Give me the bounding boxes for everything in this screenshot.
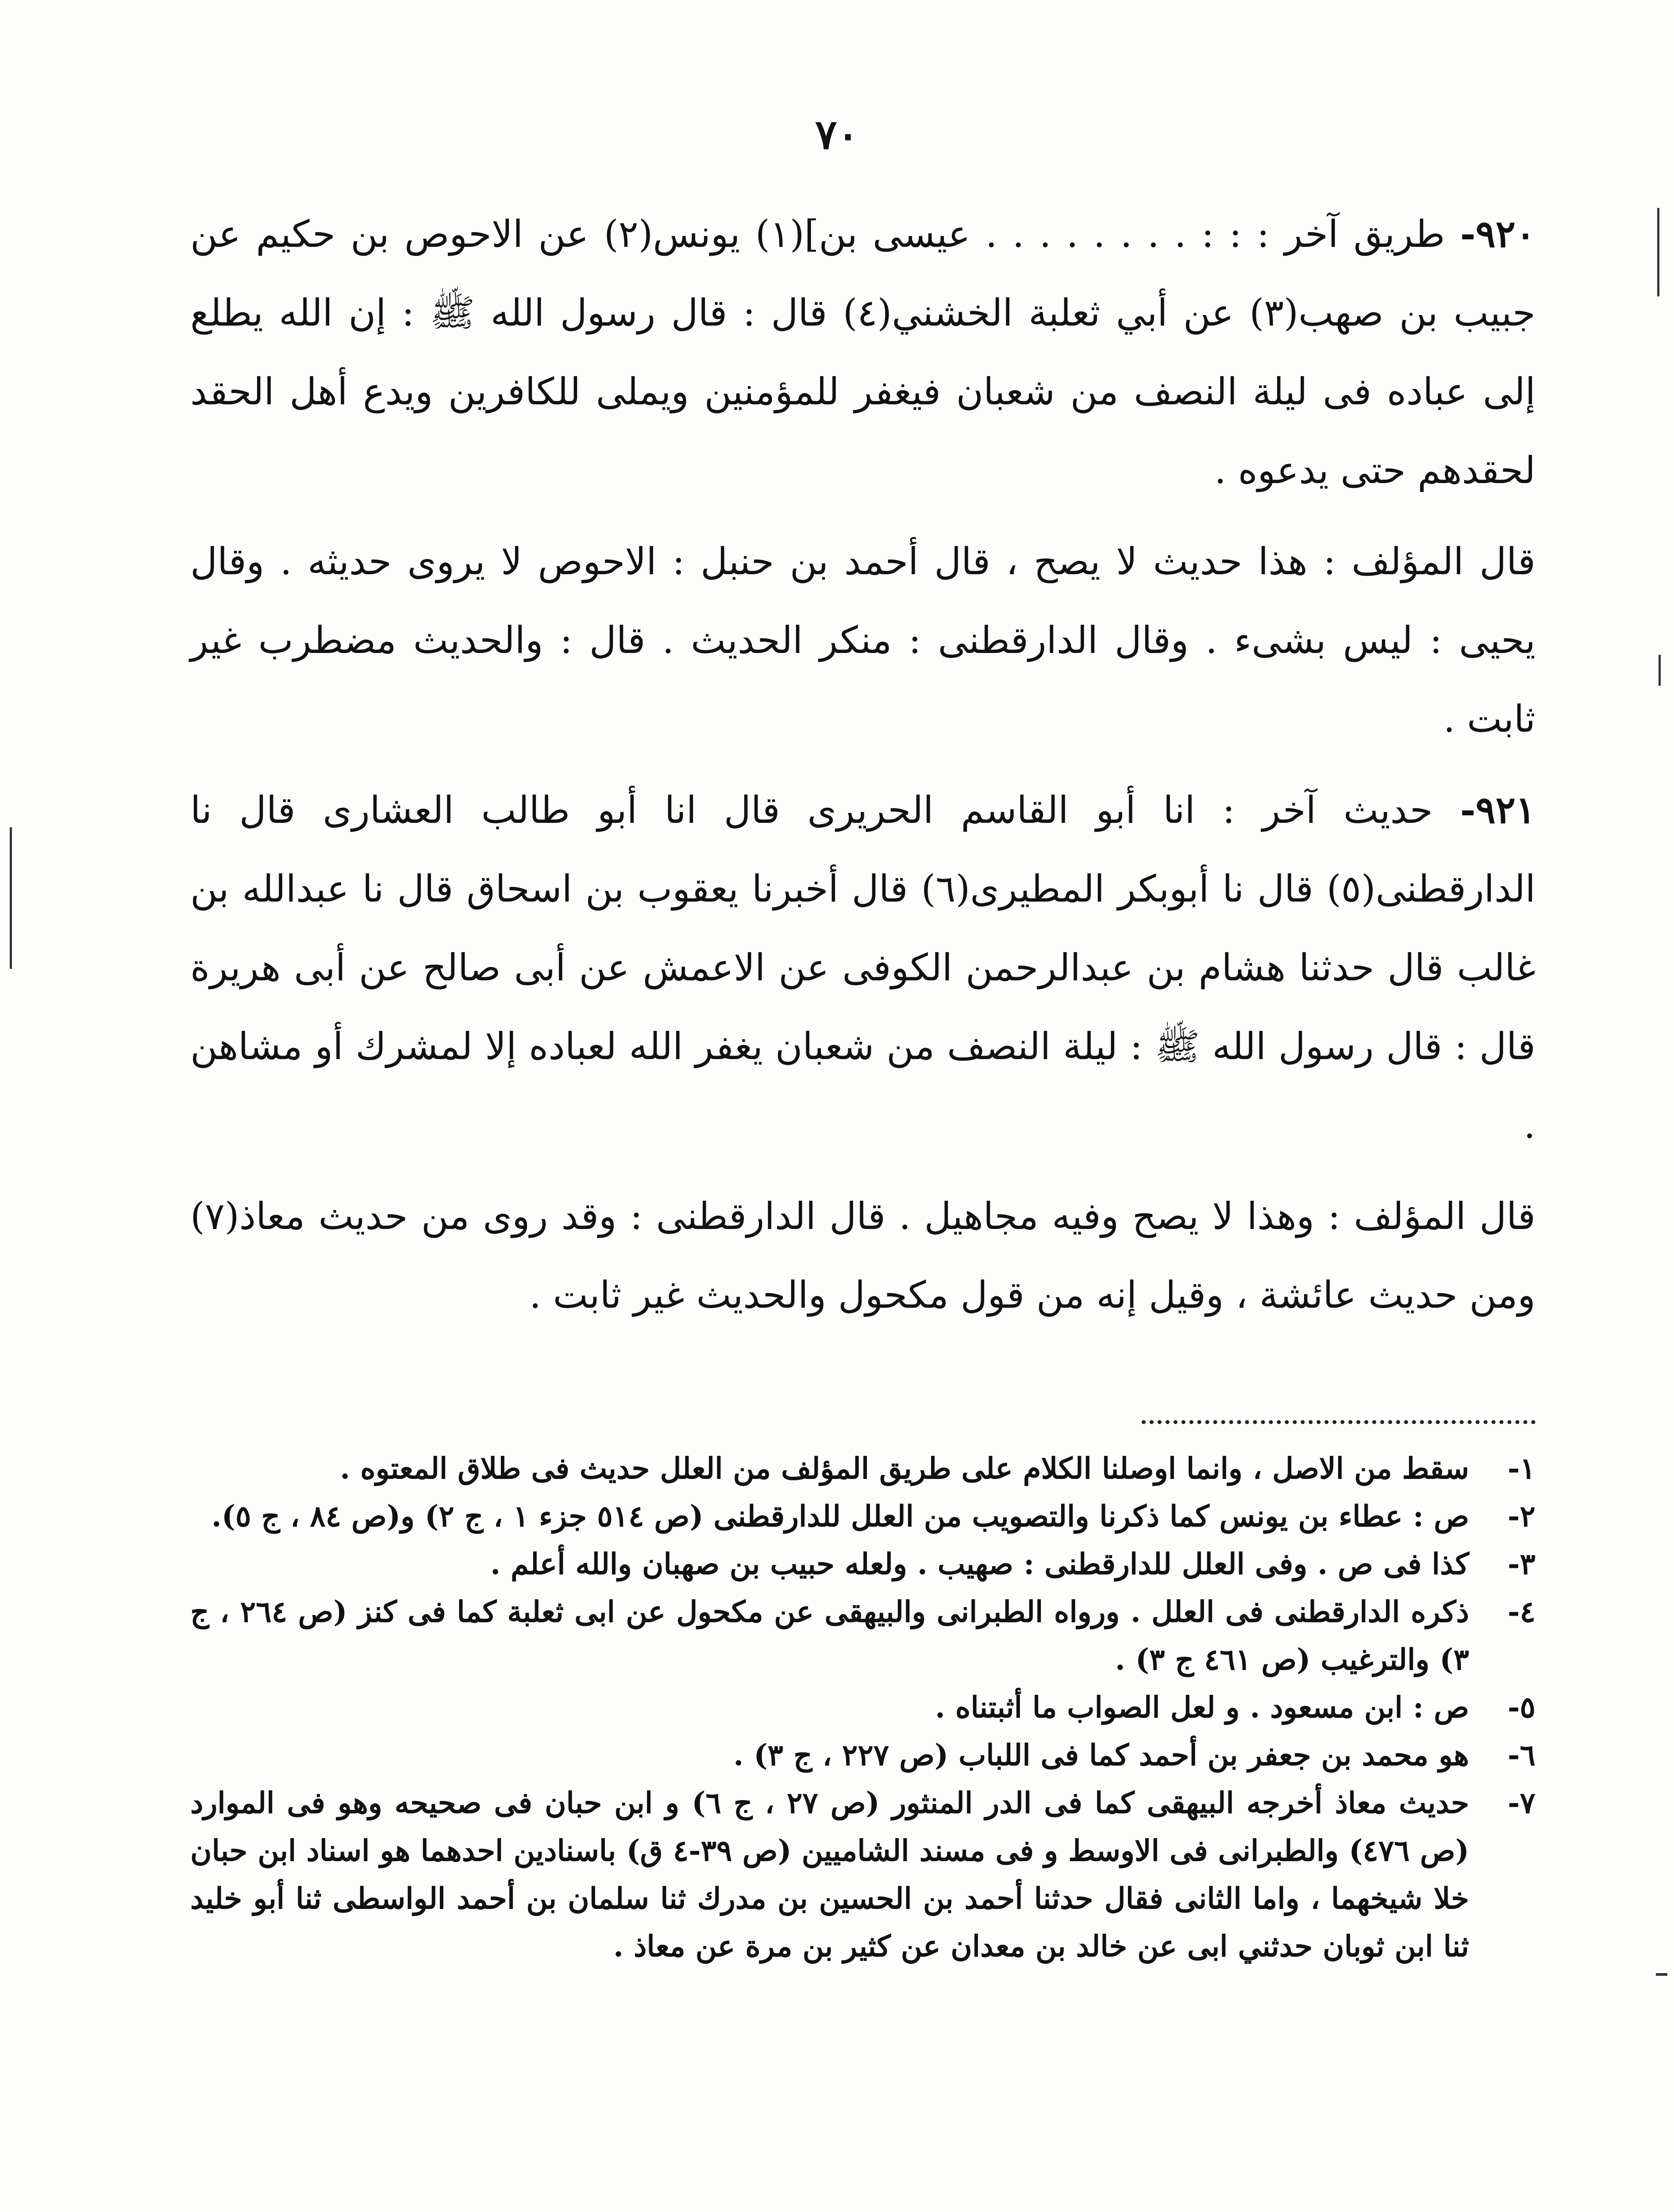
- page-number: ٧٠: [815, 111, 859, 158]
- footnote-text: ص : ابن مسعود . و لعل الصواب ما أثبتناه .: [935, 1690, 1469, 1724]
- paragraph-number: ٩٢٠-: [1460, 212, 1535, 256]
- footnote-2: [190, 1492, 1535, 1540]
- footnote-number: ٥-: [1508, 1690, 1535, 1724]
- paragraph-number: ٩٢١-: [1460, 788, 1535, 832]
- paragraph-921: [190, 771, 1535, 1164]
- footnote-text: كذا فى ص . وفى العلل للدارقطنى : صهيب . ولعله حبيب بن صهبان والله أعلم .: [490, 1547, 1469, 1581]
- margin-mark-top: [1657, 208, 1659, 296]
- footnote-number: ٣-: [1508, 1547, 1535, 1581]
- footnotes: [190, 1444, 1535, 1970]
- main-text: [190, 195, 1535, 1347]
- footnote-7: [190, 1779, 1535, 1970]
- paragraph-text: حديث آخر : انا أبو القاسم الحريرى قال انا أبو طالب العشارى قال نا الدارقطنى(٥) قال نا أبوبكر المطيرى(٦) قال أخبرنا يعقوب بن اسحاق قال نا عبدالله بن غالب قال حدثنا هشام بن عبدالرحمن الكوفى عن الاعمش عن أبى صالح عن أبى هريرة قال : قال رسول الله ﷺ : ليلة النصف من شعبان يغفر الله لعباده إلا لمشرك أو مشاهن .: [190, 788, 1535, 1147]
- paragraph-text: طريق آخر : : : . . . . . . . . عيسى بن](١) يونس(٢) عن الاحوص بن حكيم عن جبيب بن صهب(٣) عن أبي ثعلبة الخشني(٤) قال : قال رسول الله ﷺ : إن الله يطلع إلى عباده فى ليلة النصف من شعبان فيغفر للمؤمنين ويملى للكافرين ويدع أهل الحقد لحقدهم حتى يدعوه .: [190, 212, 1535, 492]
- footnote-number: ٧-: [1508, 1786, 1535, 1820]
- margin-mark-bottom: [1656, 1973, 1667, 1976]
- margin-mark-right: [1659, 655, 1661, 686]
- footnote-number: ٤-: [1508, 1594, 1535, 1629]
- paragraph-author-comment-2: [190, 1177, 1535, 1334]
- footnote-separator: [1142, 1420, 1535, 1424]
- footnote-number: ٢-: [1508, 1499, 1535, 1533]
- paragraph-920: [190, 195, 1535, 510]
- footnote-number: ٦-: [1508, 1738, 1535, 1772]
- footnote-text: هو محمد بن جعفر بن أحمد كما فى اللباب (ص ٢٢٧ ، ج ٣) .: [733, 1738, 1469, 1772]
- paragraph-text: قال المؤلف : وهذا لا يصح وفيه مجاهيل . قال الدارقطنى : وقد روى من حديث معاذ(٧) ومن حديث عائشة ، وقيل إنه من قول مكحول والحديث غير ثابت .: [190, 1194, 1535, 1317]
- paragraph-text: قال المؤلف : هذا حديث لا يصح ، قال أحمد بن حنبل : الاحوص لا يروى حديثه . وقال يحيى : ليس بشىء . وقال الدارقطنى : منكر الحديث . قال : والحديث مضطرب غير ثابت .: [190, 540, 1535, 741]
- footnote-5: [190, 1683, 1535, 1731]
- footnote-3: [190, 1540, 1535, 1588]
- footnote-4: [190, 1588, 1535, 1683]
- footnote-text: ص : عطاء بن يونس كما ذكرنا والتصويب من العلل للدارقطنى (ص ٥١٤ جزء ١ ، ج ٢) و(ص ٨٤ ، ج ٥).: [211, 1499, 1469, 1533]
- footnote-number: ١-: [1508, 1451, 1535, 1486]
- margin-mark-left: [10, 827, 12, 969]
- footnote-6: [190, 1731, 1535, 1779]
- footnote-1: [190, 1444, 1535, 1492]
- footnote-text: سقط من الاصل ، وانما اوصلنا الكلام على طريق المؤلف من العلل حديث فى طلاق المعتوه .: [340, 1451, 1469, 1486]
- paragraph-author-comment-1: [190, 522, 1535, 758]
- footnote-text: حديث معاذ أخرجه البيهقى كما فى الدر المنثور (ص ٢٧ ، ج ٦) و ابن حبان فى صحيحه وهو فى الموارد (ص ٤٧٦) والطبرانى فى الاوسط و فى مسند الشاميين (ص ٣٩-٤ ق) باسنادين احدهما هو اسناد ابن حبان خلا شيخهما ، واما الثانى فقال حدثنا أحمد بن الحسين بن مدرك ثنا سلمان بن أحمد الواسطى ثنا أبو خليد ثنا ابن ثوبان حدثني ابى عن خالد بن معدان عن كثير بن مرة عن معاذ .: [190, 1786, 1470, 1963]
- footnote-text: ذكره الدارقطنى فى العلل . ورواه الطبرانى والبيهقى عن مكحول عن ابى ثعلبة كما فى كنز (ص ٢٦٤ ، ج ٣) والترغيب (ص ٤٦١ ج ٣) .: [190, 1594, 1469, 1677]
